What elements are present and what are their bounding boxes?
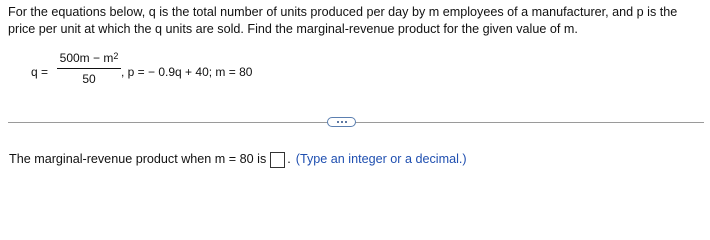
numerator-base: 500m − m <box>59 51 114 65</box>
formula-rest: , p = − 0.9q + 40; m = 80 <box>121 65 253 79</box>
section-divider <box>8 122 704 123</box>
ellipsis-dot-icon <box>341 121 343 123</box>
problem-statement: For the equations below, q is the total number of units produced per day by m employees of a manufacturer, and p is the price per unit at which the q units are sold. Find the marginal-revenue product for the given value of m. <box>8 5 678 36</box>
fraction-denominator: 50 <box>82 72 96 86</box>
ellipsis-dot-icon <box>345 121 347 123</box>
more-options-button[interactable] <box>327 117 356 127</box>
answer-input[interactable] <box>270 152 285 168</box>
ellipsis-dot-icon <box>337 121 339 123</box>
fraction-bar <box>57 68 121 69</box>
answer-period: . <box>287 152 291 166</box>
answer-row <box>9 151 467 168</box>
answer-prompt: The marginal-revenue product when m = 80 is <box>9 152 267 166</box>
answer-format-hint: (Type an integer or a decimal.) <box>295 152 467 166</box>
formula-fraction <box>55 50 123 87</box>
numerator-exponent: 2 <box>113 51 119 61</box>
fraction-numerator <box>55 50 123 67</box>
formula-q-lhs: q = <box>31 65 49 79</box>
